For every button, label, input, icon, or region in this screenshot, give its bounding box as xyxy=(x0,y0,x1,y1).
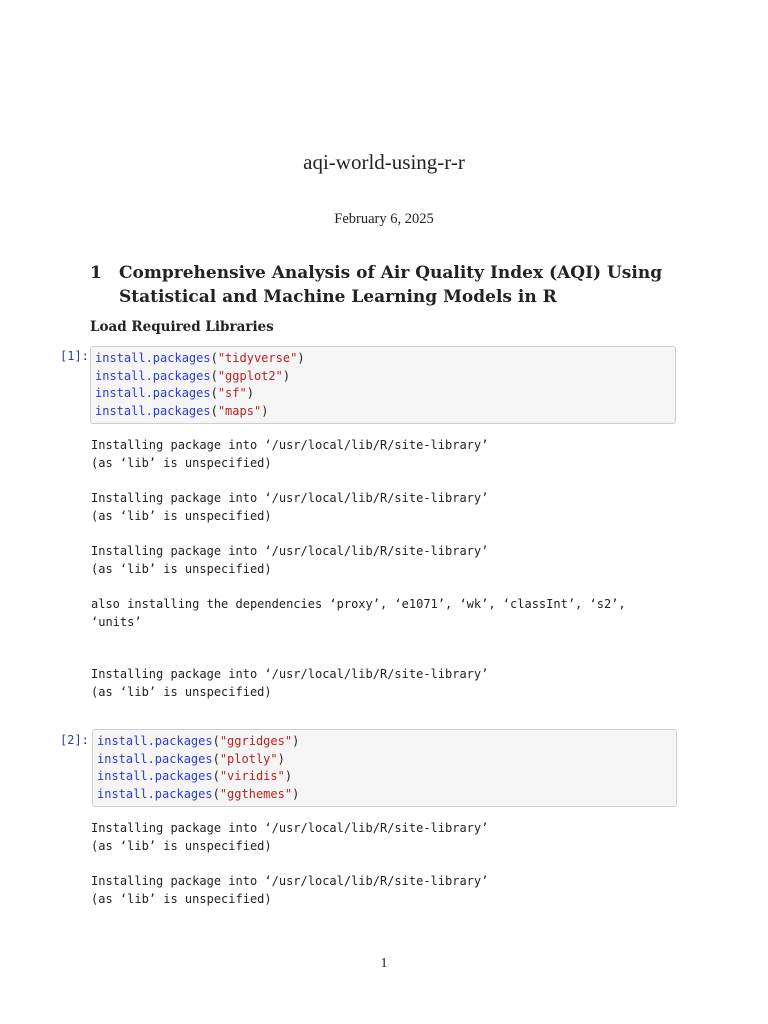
code-function: install.packages xyxy=(95,403,211,418)
cell-output: Installing package into ‘/usr/local/lib/R/site-library’ (as ‘lib’ is unspecified) xyxy=(91,874,489,906)
code-line: install.packages("ggplot2") xyxy=(95,368,291,383)
cell-output: Installing package into ‘/usr/local/lib/R/site-library’ (as ‘lib’ is unspecified) xyxy=(91,667,489,699)
code-line: install.packages("ggthemes") xyxy=(97,786,300,801)
code-function: install.packages xyxy=(97,751,213,766)
code-line: install.packages("viridis") xyxy=(97,769,293,784)
cell-prompt: [1]: xyxy=(60,349,89,363)
code-function: install.packages xyxy=(97,786,213,801)
code-string: "maps" xyxy=(217,403,262,418)
cell-output: Installing package into ‘/usr/local/lib/R/site-library’ (as ‘lib’ is unspecified) xyxy=(91,491,489,523)
cell-output: Installing package into ‘/usr/local/lib/R/site-library’ (as ‘lib’ is unspecified) xyxy=(91,821,489,853)
code-string: "sf" xyxy=(217,386,247,401)
code-function: install.packages xyxy=(95,351,211,365)
code-function: install.packages xyxy=(95,386,211,401)
section-number: 1 xyxy=(90,263,102,283)
section-heading xyxy=(90,261,690,309)
code-line: install.packages("plotly") xyxy=(97,751,285,766)
code-string: "ggplot2" xyxy=(217,368,283,383)
code-function: install.packages xyxy=(97,769,213,784)
code-line: install.packages("tidyverse") xyxy=(95,351,305,365)
code-string: "viridis" xyxy=(219,769,285,784)
code-line: install.packages("sf") xyxy=(95,386,254,401)
section-title: Comprehensive Analysis of Air Quality Index (AQI) Using Statistical and Machine Learning Models in R xyxy=(119,263,663,307)
code-string: "ggridges" xyxy=(219,734,293,748)
code-string: "tidyverse" xyxy=(217,351,298,365)
cell-output: Installing package into ‘/usr/local/lib/R/site-library’ (as ‘lib’ is unspecified) xyxy=(91,544,489,576)
code-cell[interactable] xyxy=(90,346,676,424)
cell-output: also installing the dependencies ‘proxy’, ‘e1071’, ‘wk’, ‘classInt’, ‘s2’, ‘units’ xyxy=(91,597,626,629)
code-cell[interactable] xyxy=(92,729,677,807)
subheading: Load Required Libraries xyxy=(90,319,274,335)
code-line: install.packages("maps") xyxy=(95,403,269,418)
cell-prompt: [2]: xyxy=(60,733,89,747)
code-string: "plotly" xyxy=(219,751,278,766)
cell-output: Installing package into ‘/usr/local/lib/R/site-library’ (as ‘lib’ is unspecified) xyxy=(91,438,489,470)
page-number: 1 xyxy=(380,956,388,971)
document-date: February 6, 2025 xyxy=(334,211,434,227)
document-title: aqi-world-using-r-r xyxy=(303,150,465,174)
code-function: install.packages xyxy=(95,368,211,383)
code-function: install.packages xyxy=(97,734,213,748)
code-string: "ggthemes" xyxy=(219,786,293,801)
code-line: install.packages("ggridges") xyxy=(97,734,300,748)
